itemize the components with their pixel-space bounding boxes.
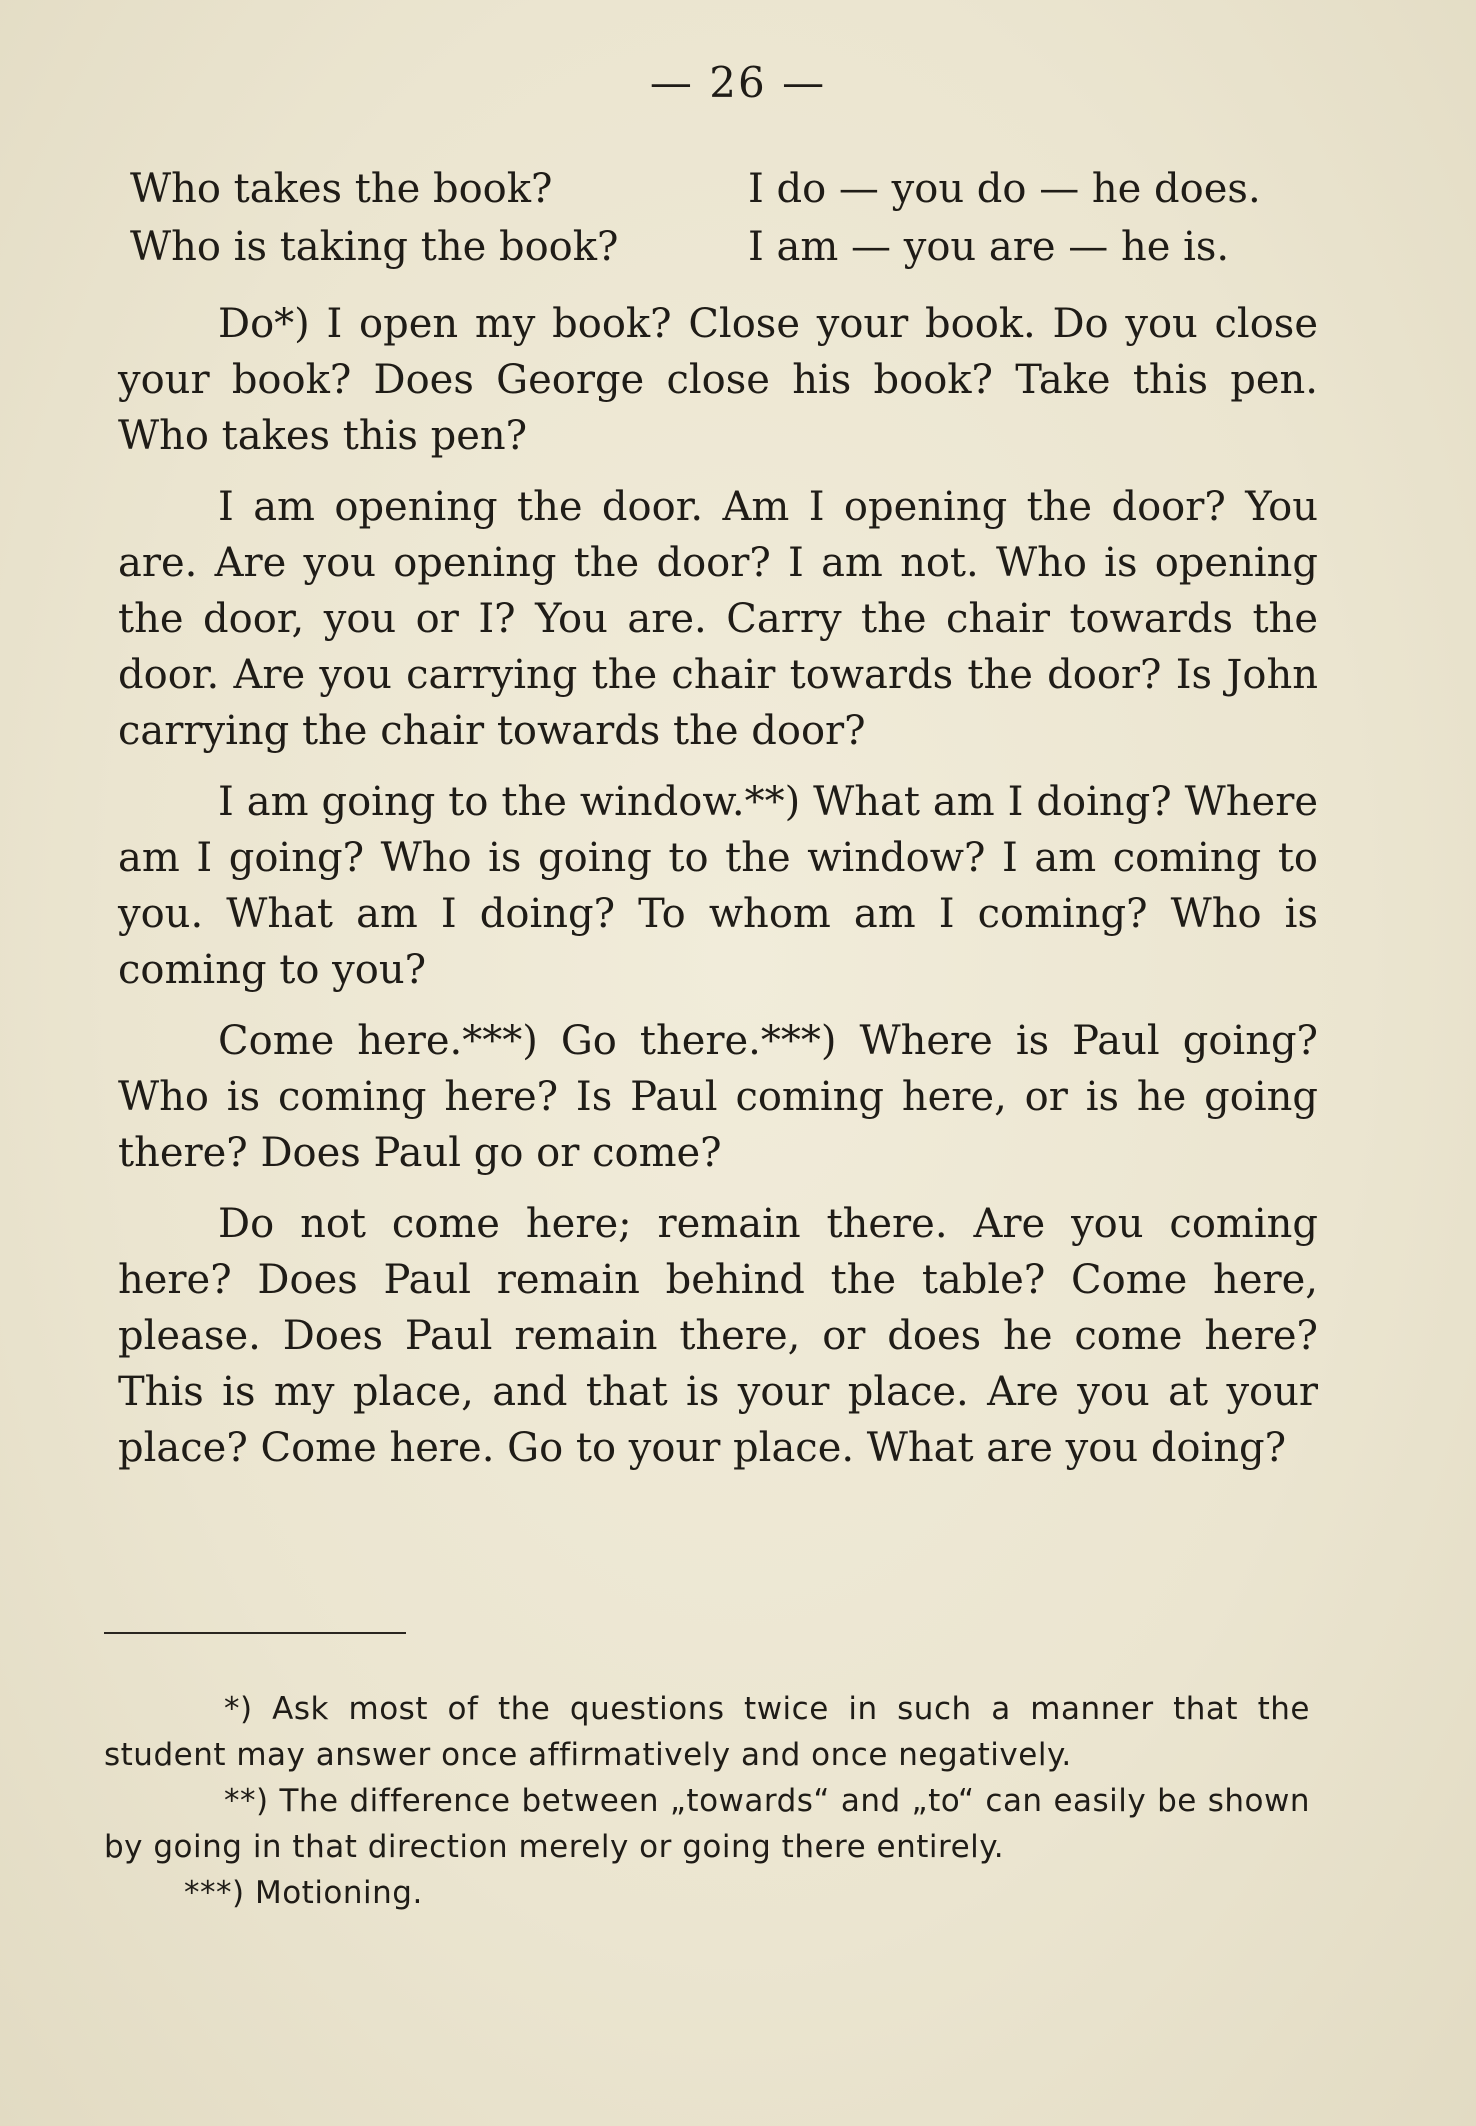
paragraph: I am going to the window.**) What am I doing? Where am I going? Who is going to the window? I am coming to you. What am I doing? To whom am I coming? Who is coming to you?: [118, 779, 1318, 993]
footnotes: [104, 1686, 1310, 1916]
paragraph: I am opening the door. Am I opening the door? You are. Are you opening the door? I am not. Who is opening the door, you or I? You are. Carry the chair towards the door. Are you carrying the chair towards the door? Is John carrying the chair towards the door?: [118, 484, 1318, 754]
qa-answer: I am — you are — he is.: [748, 224, 1230, 270]
footnote: **) The difference between „towards“ and „to“ can easily be shown by going in that direction merely or going there entirely.: [104, 1783, 1310, 1865]
page-number: — 26 —: [649, 58, 827, 107]
qa-question: Who takes the book?: [130, 166, 553, 212]
paragraph: Come here.***) Go there.***) Where is Paul going? Who is coming here? Is Paul coming here, or is he going there? Does Paul go or come?: [118, 1018, 1318, 1176]
qa-row: [130, 160, 1310, 218]
qa-row: [130, 218, 1310, 276]
qa-answer: I do — you do — he does.: [748, 166, 1261, 212]
body-text: [118, 296, 1318, 1491]
footnote: *) Ask most of the questions twice in such a manner that the student may answer once affirmatively and once negatively.: [104, 1691, 1310, 1773]
paragraph: Do not come here; remain there. Are you coming here? Does Paul remain behind the table? Come here, please. Does Paul remain there, or does he come here? This is my place, and that is your place. Are you at your place? Come here. Go to your place. What are you doing?: [118, 1201, 1318, 1471]
footnote-divider: [104, 1632, 406, 1634]
paragraph: Do*) I open my book? Close your book. Do you close your book? Does George close his book? Take this pen. Who takes this pen?: [118, 301, 1318, 459]
question-answer-table: [130, 160, 1310, 276]
footnote: ***) Motioning.: [184, 1875, 423, 1911]
qa-question: Who is taking the book?: [130, 224, 619, 270]
